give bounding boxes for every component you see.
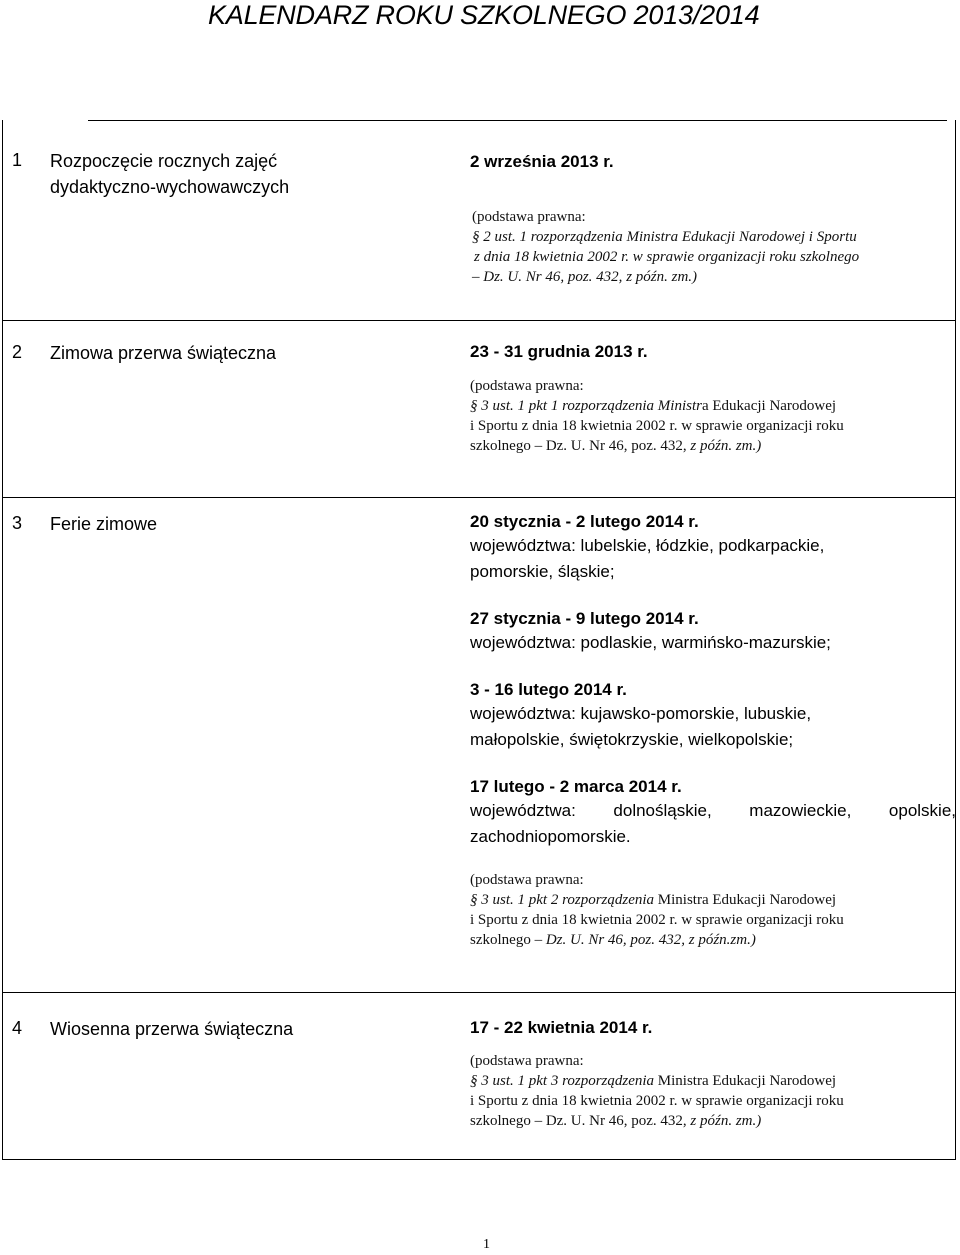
event-details: [470, 1016, 958, 1131]
period-regions: województwa: dolnośląskie, mazowieckie, opolskie, zachodniopomorskie.: [470, 801, 956, 846]
row-number: 1: [12, 150, 23, 170]
legal-line: z dnia 18 kwietnia 2002 r. w sprawie organizacji roku szkolnego: [474, 249, 860, 265]
row-number: 2: [12, 342, 23, 362]
legal-basis: [470, 207, 958, 287]
legal-head: (podstawa prawna:: [470, 378, 584, 394]
legal-line-part: Dz. U. Nr 46, poz. 432, z późn.zm.): [545, 932, 756, 948]
legal-basis: [470, 1051, 958, 1131]
legal-head: (podstawa prawna:: [470, 1053, 584, 1069]
period-date: 3 - 16 lutego 2014 r.: [470, 680, 627, 699]
legal-line-part: Ministra Edukacji Narodowej: [654, 1073, 837, 1089]
holiday-period: [470, 607, 958, 656]
legal-line-part: Ministra Edukacji Narodowej: [654, 892, 837, 908]
legal-line-part: § 3 ust. 1 pkt 3 rozporządzenia: [470, 1073, 655, 1089]
legal-line-part: z późn. zm.): [690, 1113, 762, 1129]
event-details: [470, 150, 958, 287]
legal-line: [470, 267, 958, 287]
legal-line: [470, 436, 958, 456]
legal-line: [470, 1111, 958, 1131]
event-details: [470, 340, 958, 456]
row-divider: [2, 497, 956, 498]
row-divider: [2, 992, 956, 993]
row-number: 3: [12, 513, 23, 533]
event-date: 2 września 2013 r.: [470, 152, 614, 171]
holiday-period: [470, 775, 958, 850]
legal-line: i Sportu z dnia 18 kwietnia 2002 r. w sprawie organizacji roku: [470, 1093, 844, 1109]
legal-line-part: a Edukacji Narodowej: [701, 398, 837, 414]
event-name: Wiosenna przerwa świąteczna: [50, 1019, 294, 1039]
event-date: 23 - 31 grudnia 2013 r.: [470, 342, 648, 361]
legal-head: (podstawa prawna:: [472, 209, 586, 225]
event-name: Rozpoczęcie rocznych zajęć dydaktyczno-wychowawczych: [50, 151, 290, 197]
period-regions: województwa: podlaskie, warmińsko-mazurskie;: [470, 633, 831, 652]
event-name: Ferie zimowe: [50, 514, 158, 534]
holiday-period: [470, 678, 958, 753]
legal-line: [470, 930, 958, 950]
legal-line-part: § 3 ust. 1 pkt 2 rozporządzenia: [470, 892, 655, 908]
legal-line-part: z późn. zm.): [690, 438, 762, 454]
legal-line-part: § 3 ust. 1 pkt 1 rozporządzenia Ministr: [470, 398, 702, 414]
legal-basis: [470, 376, 958, 456]
document-title: KALENDARZ ROKU SZKOLNEGO 2013/2014: [208, 0, 760, 30]
event-date: 17 - 22 kwietnia 2014 r.: [470, 1018, 653, 1037]
legal-line: [470, 890, 958, 910]
legal-line: § 2 ust. 1 rozporządzenia Ministra Edukacji Narodowej i Sportu: [472, 229, 857, 245]
legal-head: (podstawa prawna:: [470, 872, 584, 888]
legal-line: [470, 1071, 958, 1091]
page-number: 1: [483, 1237, 490, 1252]
legal-basis: [470, 870, 958, 950]
period-date: 17 lutego - 2 marca 2014 r.: [470, 777, 682, 796]
legal-line: [470, 396, 958, 416]
period-regions: województwa: kujawsko-pomorskie, lubuskie, małopolskie, świętokrzyskie, wielkopolskie;: [470, 704, 812, 749]
holiday-period: [470, 510, 958, 585]
legal-line-part: szkolnego – Dz. U. Nr 46, poz. 432,: [470, 438, 691, 454]
legal-line: i Sportu z dnia 18 kwietnia 2002 r. w sprawie organizacji roku: [470, 418, 844, 434]
row-divider: [2, 320, 956, 321]
legal-line: i Sportu z dnia 18 kwietnia 2002 r. w sprawie organizacji roku: [470, 912, 844, 928]
event-details: [470, 510, 958, 950]
legal-line-part: – Dz. U. Nr 46, poz. 432,: [472, 269, 627, 285]
event-name: Zimowa przerwa świąteczna: [50, 343, 277, 363]
period-date: 20 stycznia - 2 lutego 2014 r.: [470, 512, 699, 531]
legal-line-part: szkolnego – Dz. U. Nr 46, poz. 432,: [470, 1113, 691, 1129]
row-number: 4: [12, 1018, 23, 1038]
legal-line-part: szkolnego –: [470, 932, 546, 948]
table-top-border: [88, 120, 947, 121]
period-date: 27 stycznia - 9 lutego 2014 r.: [470, 609, 699, 628]
legal-line-part: z późn. zm.): [626, 269, 698, 285]
period-regions: województwa: lubelskie, łódzkie, podkarpackie, pomorskie, śląskie;: [470, 536, 825, 581]
